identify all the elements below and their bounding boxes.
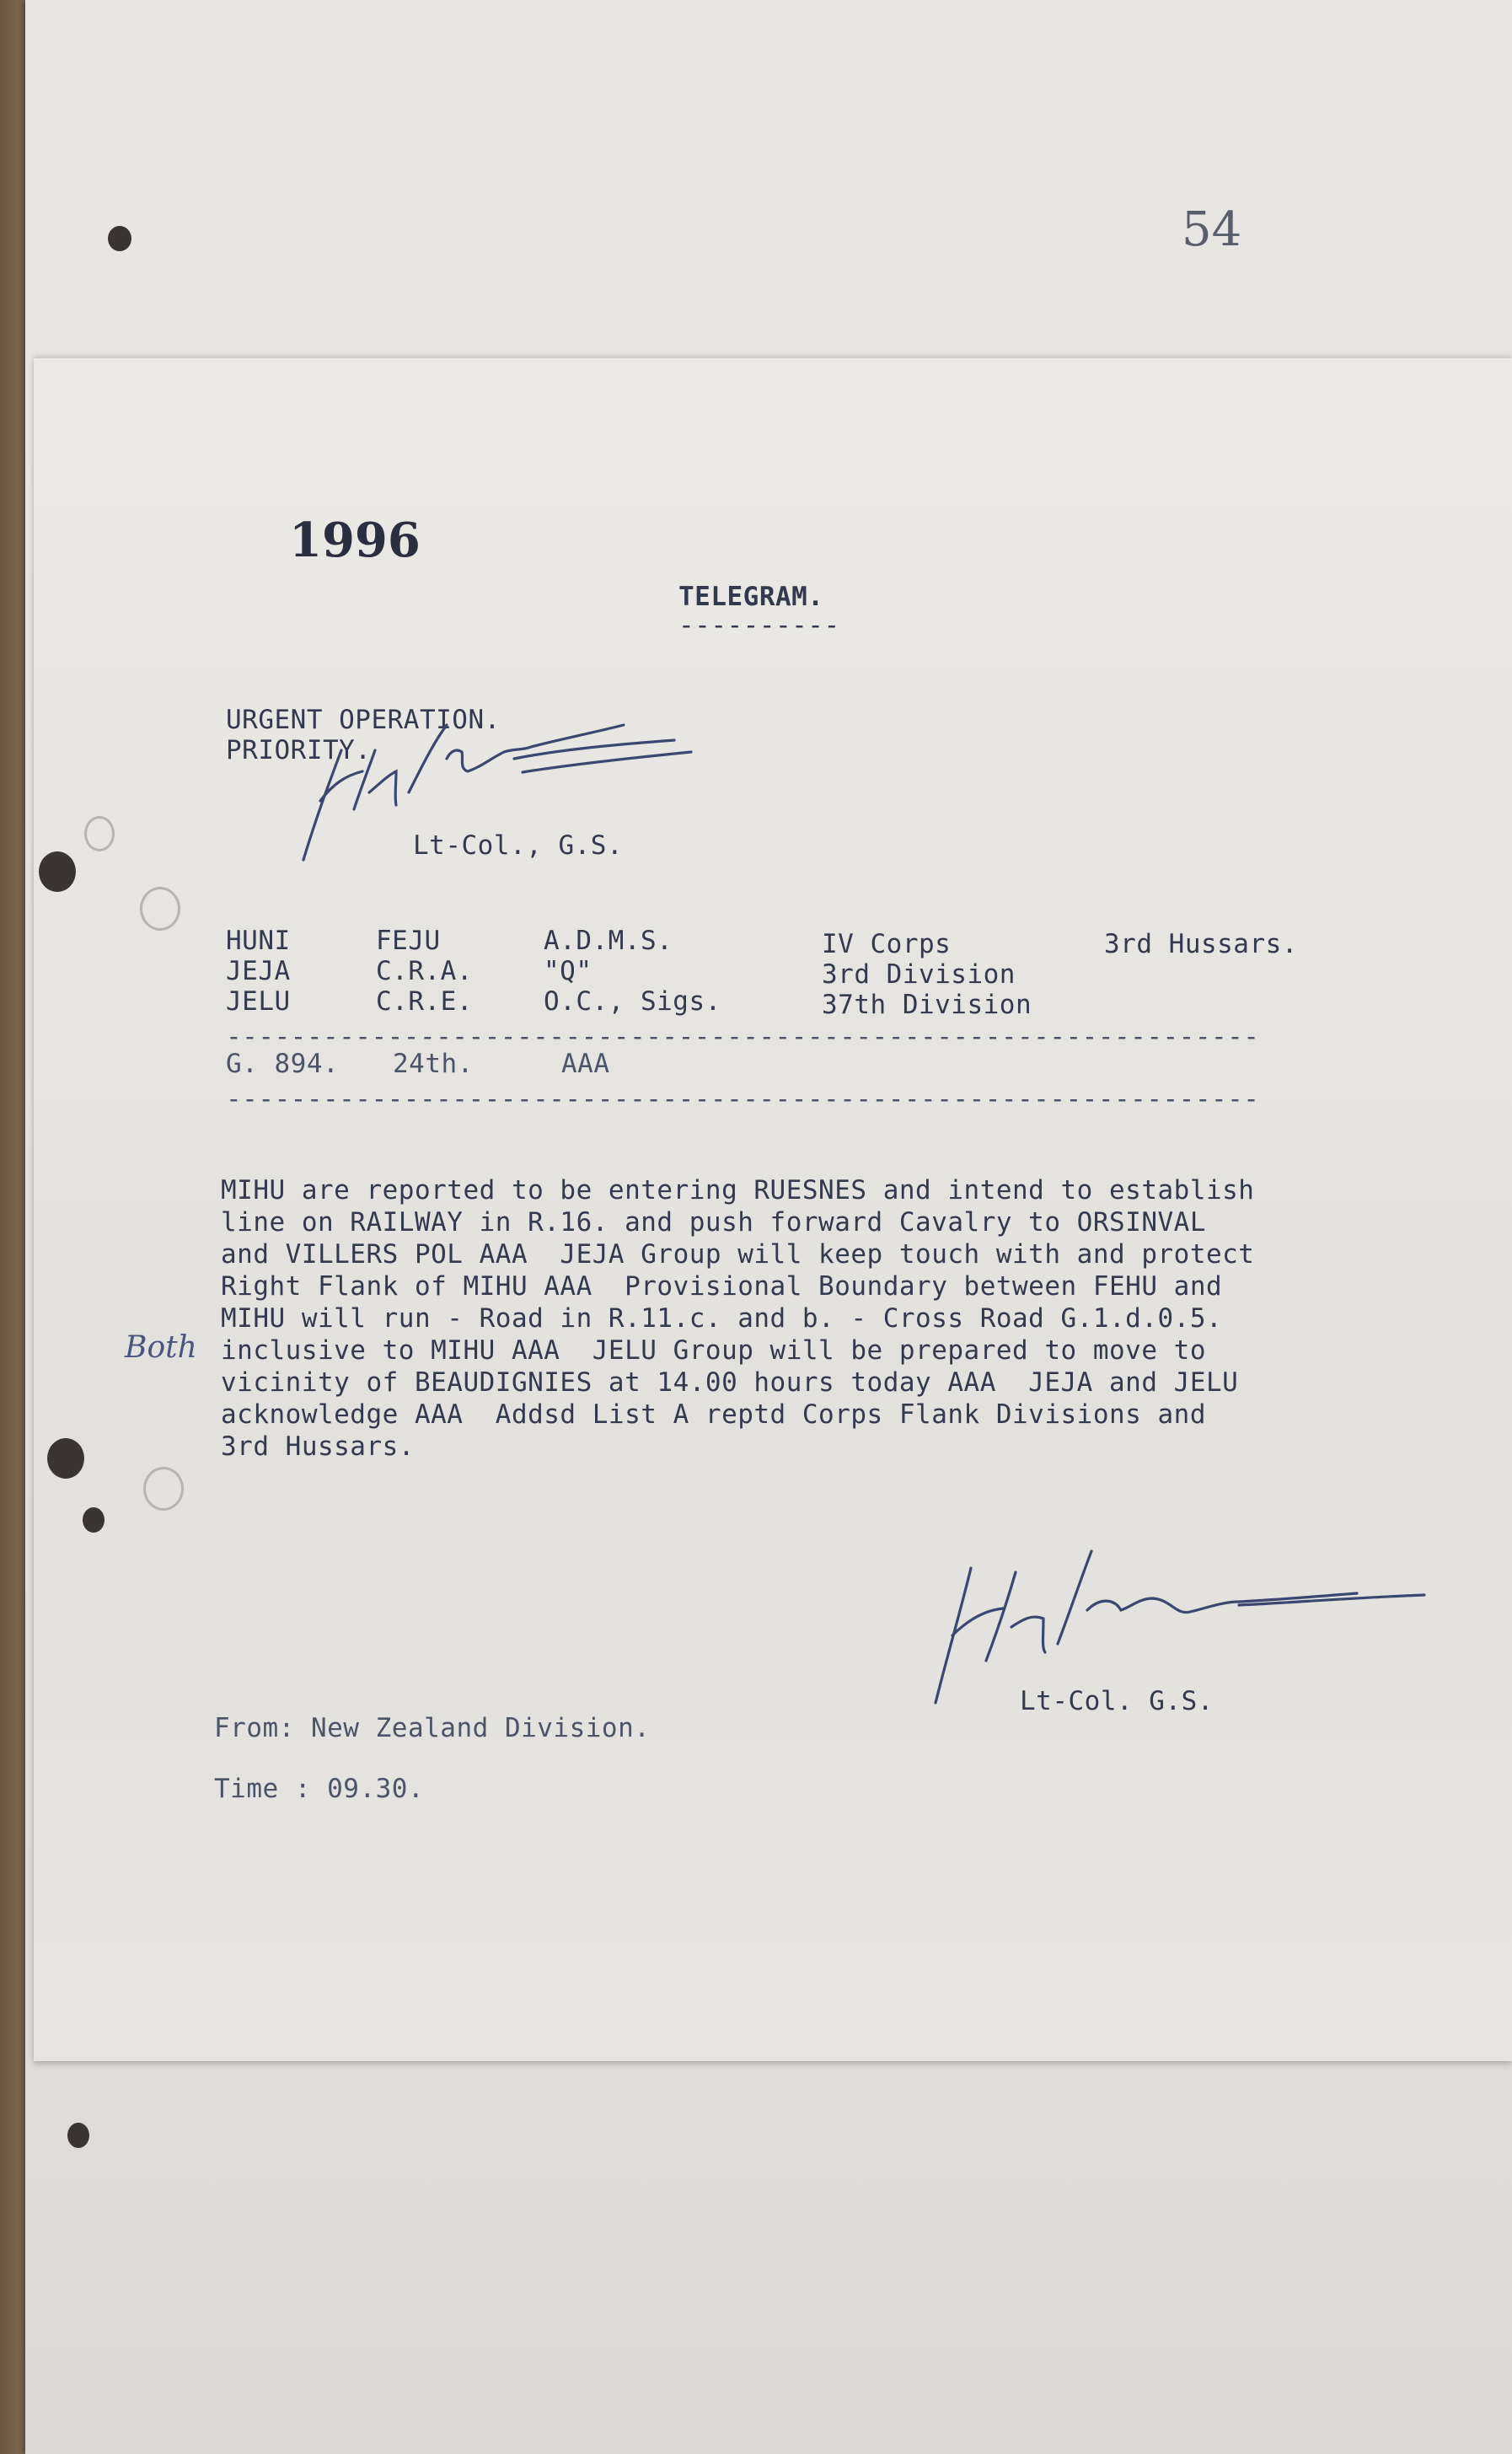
margin-note: Both [125,1330,197,1365]
punch-hole [47,1438,84,1479]
addressee: 3rd Hussars. [1104,929,1298,959]
separator-line: ---------------------------------------------------------------- [226,1022,1260,1052]
body-line: inclusive to MIHU AAA JELU Group will be prepared to move to [221,1335,1206,1366]
document-title: TELEGRAM. [678,582,824,612]
addressee: JEJA [226,956,291,986]
reference-date: 24th. [393,1049,474,1079]
addressee: A.D.M.S. [544,926,673,956]
reference-aaa: AAA [561,1049,610,1079]
punch-hole [108,226,131,251]
addressee: IV Corps [822,929,952,959]
body-line: MIHU will run - Road in R.11.c. and b. - Cross Road G.1.d.0.5. [221,1303,1223,1334]
file-number: 1996 [289,513,421,568]
body-line: MIHU are reported to be entering RUESNES and intend to establish [221,1175,1255,1206]
title-underline: ---------- [678,610,840,641]
body-line: Right Flank of MIHU AAA Provisional Boundary between FEHU and [221,1271,1223,1302]
punch-hole [67,2123,89,2148]
addressee: 3rd Division [822,959,1016,990]
body-line: and VILLERS POL AAA JEJA Group will keep touch with and protect [221,1239,1255,1270]
from-line: From: New Zealand Division. [214,1713,651,1743]
punch-hole-ring [143,1467,184,1511]
addressee: C.R.E. [376,986,473,1017]
punch-hole-ring [84,816,115,851]
addressee: "Q" [544,956,592,986]
body-line: vicinity of BEAUDIGNIES at 14.00 hours today AAA JEJA and JELU [221,1367,1239,1398]
punch-hole [83,1507,105,1533]
punch-hole [39,851,76,892]
addressee: FEJU [376,926,441,956]
punch-hole-ring [140,887,180,931]
body-line: acknowledge AAA Addsd List A reptd Corps Flank Divisions and [221,1399,1206,1430]
addressee: O.C., Sigs. [544,986,721,1017]
page-number: 54 [1182,202,1242,257]
separator-line: ---------------------------------------------------------------- [226,1084,1260,1114]
addressee: 37th Division [822,990,1032,1020]
signatory-title-top: Lt-Col., G.S. [413,830,624,861]
addressee: JELU [226,986,291,1017]
reference-number: G. 894. [226,1049,340,1079]
body-line: line on RAILWAY in R.16. and push forward Cavalry to ORSINVAL [221,1207,1206,1238]
addressee: HUNI [226,926,291,956]
priority-line-1: URGENT OPERATION. [226,705,501,735]
body-line: 3rd Hussars. [221,1431,415,1462]
addressee: C.R.A. [376,956,473,986]
signatory-title-bottom: Lt-Col. G.S. [1020,1686,1214,1716]
priority-line-2: PRIORITY. [226,735,372,765]
time-line: Time : 09.30. [214,1774,425,1804]
